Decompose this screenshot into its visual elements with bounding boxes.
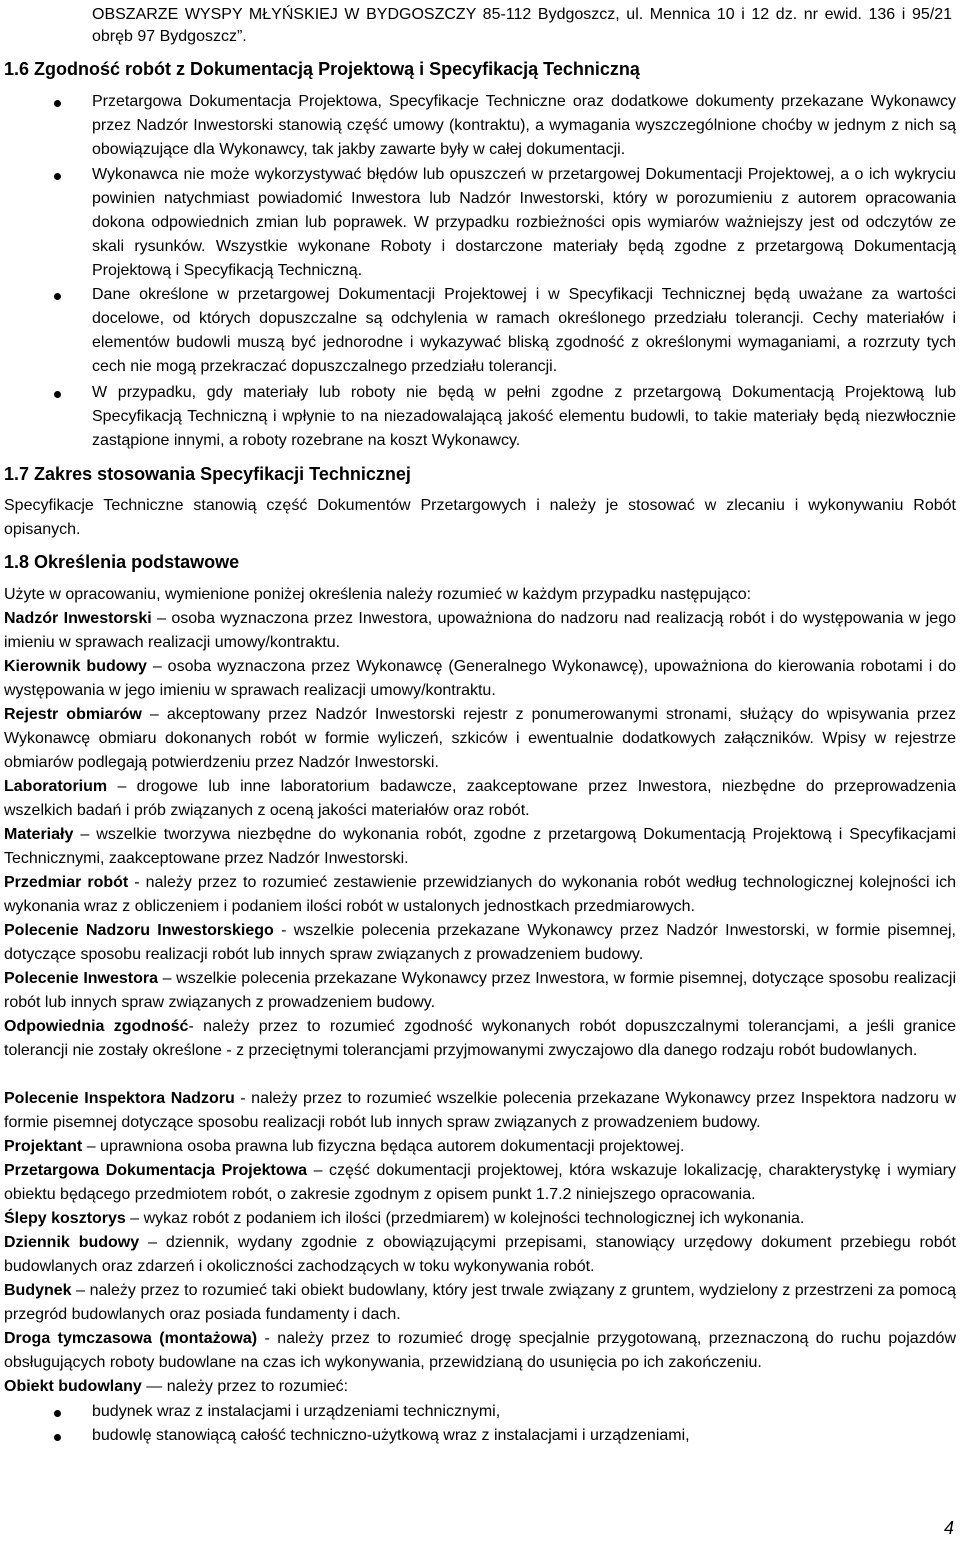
- section-title: Zgodność robót z Dokumentacją Projektową i Specyfikacją Techniczną: [34, 59, 640, 79]
- definition-text: - należy przez to rozumieć zgodność wykonanych robót dopuszczalnymi tolerancjami, a jeśli granice tolerancji nie zostały określone - z przeciętnymi tolerancjami przyjmowanymi zwyczajowo dla danego rodzaju robót budowlanych.: [4, 1018, 956, 1059]
- section-intro: Użyte w opracowaniu, wymienione poniżej określenia należy rozumieć w każdym przypadku następująco:: [4, 586, 752, 603]
- definition-term: Obiekt budowlany: [4, 1378, 142, 1395]
- definition-text: — należy przez to rozumieć:: [141, 1378, 349, 1395]
- definition-entry: [4, 775, 956, 823]
- bullet-icon: [54, 391, 61, 398]
- definition-term: Laboratorium: [4, 778, 108, 795]
- list-item: budynek wraz z instalacjami i urządzeniami technicznymi,: [92, 1403, 501, 1420]
- definition-entry: [4, 607, 956, 655]
- definition-entry: [4, 1279, 956, 1327]
- definition-text: – dziennik, wydany zgodnie z obowiązującymi przepisami, stanowiący urzędowy dokument przebiegu robót budowlanych oraz zdarzeń i okoliczności zachodzących w toku wykonywania robót.: [4, 1234, 957, 1275]
- definition-entry: [4, 919, 956, 967]
- definition-text: – wszelkie tworzywa niezbędne do wykonania robót, zgodne z przetargową Dokumentacją Projektową i Specyfikacjami Technicznymi, zaakceptowane przez Nadzór Inwestorski.: [4, 826, 956, 867]
- definition-entry: [4, 1015, 956, 1063]
- section-title: Określenia podstawowe: [34, 552, 240, 572]
- bullet-icon: [54, 1434, 61, 1441]
- page-number: 4: [943, 1518, 954, 1538]
- definition-term: Ślepy kosztorys: [4, 1210, 126, 1227]
- definition-entry: [4, 871, 956, 919]
- definition-term: Materiały: [4, 826, 74, 843]
- definition-text: - należy przez to rozumieć drogę specjalnie przygotowaną, przeznaczoną do ruchu pojazdów obsługujących roboty budowlane na czas ich wykonywania, przewidzianą do usunięcia po ich zakończeniu.: [4, 1330, 957, 1371]
- section-number: 1.8: [4, 552, 30, 572]
- definition-text: – osoba wyznaczona przez Inwestora, upoważniona do nadzoru nad realizacją robót i do występowania w jego imieniu w sprawach realizacji umowy/kontraktu.: [4, 610, 957, 651]
- definition-text: – akceptowany przez Nadzór Inwestorski rejestr z ponumerowanymi stronami, służący do wpisywania przez Wykonawcę obmiaru dokonanych robót w formie wyliczeń, szkiców i ewentualnie dodatkowych załączników. Wpisy w rejestrze obmiarów podlegają potwierdzeniu przez Nadzór Inwestorski.: [4, 706, 956, 771]
- definition-text: – drogowe lub inne laboratorium badawcze, zaakceptowane przez Inwestora, niezbędne do przeprowadzenia wszelkich badań i prób związanych z oceną jakości materiałów oraz robót.: [4, 778, 956, 819]
- bullet-item: Dane określone w przetargowej Dokumentacji Projektowej i w Specyfikacji Technicznej będą uważane za wartości docelowe, od których dopuszczalne są odchylenia w ramach określonego przedziału tolerancji. Cechy materiałów i elementów budowli muszą być jednorodne i wykazywać bliską zgodność z określonymi wymaganiami, a rozrzuty tych cech nie mogą przekraczać dopuszczalnego przedziału tolerancji.: [92, 286, 956, 375]
- definition-entry: [4, 1231, 956, 1279]
- definition-entry: [4, 1087, 956, 1135]
- bullet-item: Przetargowa Dokumentacja Projektowa, Specyfikacje Techniczne oraz dodatkowe dokumenty przekazane Wykonawcy przez Nadzór Inwestorski stanowią część umowy (kontraktu), a wymagania wyszczególnione choćby w jednym z nich są obowiązujące dla Wykonawcy, tak jakby zawarte były w całej dokumentacji.: [92, 93, 956, 158]
- definition-term: Odpowiednia zgodność: [4, 1018, 189, 1035]
- definition-text: – uprawniona osoba prawna lub fizyczna będąca autorem dokumentacji projektowej.: [82, 1138, 685, 1155]
- bullet-icon: [54, 173, 61, 180]
- definition-entry: [4, 655, 956, 703]
- bullet-icon: [54, 100, 61, 107]
- bullet-item: W przypadku, gdy materiały lub roboty nie będą w pełni zgodne z przetargową Dokumentacją Projektową lub Specyfikacją Techniczną i wpłynie to na niezadowalającą jakość elementu budowli, to takie materiały będą niezwłocznie zastąpione innymi, a roboty rozebrane na koszt Wykonawcy.: [92, 384, 956, 449]
- definition-entry: [4, 1159, 956, 1207]
- definition-entry: [4, 1135, 956, 1159]
- section-heading-1-8: [4, 550, 239, 574]
- definition-entry: [4, 1327, 956, 1375]
- definition-entry: [4, 823, 956, 871]
- definition-entry: [4, 703, 956, 775]
- definition-term: Budynek: [4, 1282, 72, 1299]
- section-number: 1.7: [4, 464, 30, 484]
- definition-term: Przetargowa Dokumentacja Projektowa: [4, 1162, 307, 1179]
- definition-entry: [4, 967, 956, 1015]
- list-item: budowlę stanowiącą całość techniczno-użytkową wraz z instalacjami i urządzeniami,: [92, 1427, 690, 1444]
- definition-term: Polecenie Nadzoru Inwestorskiego: [4, 922, 274, 939]
- definition-term: Polecenie Inwestora: [4, 970, 159, 987]
- definition-text: – część dokumentacji projektowej, która wskazuje lokalizację, charakterystykę i wymiary obiektu będącego przedmiotem robót, o zakresie zgodnym z opisem punkt 1.7.2 niniejszego opracowania.: [4, 1162, 956, 1203]
- definition-term: Przedmiar robót: [4, 874, 129, 891]
- definition-text: – osoba wyznaczona przez Wykonawcę (Generalnego Wykonawcę), upoważniona do kierowania robotami i do występowania w jego imieniu w sprawach realizacji umowy/kontraktu.: [4, 658, 957, 699]
- definition-entry: [4, 1207, 956, 1231]
- definition-entry: [4, 1375, 956, 1399]
- section-heading-1-6: [4, 57, 640, 81]
- definition-text: – należy przez to rozumieć taki obiekt budowlany, który jest trwale związany z gruntem, wydzielony z przestrzeni za pomocą przegród budowlanych oraz posiada fundamenty i dach.: [4, 1282, 956, 1323]
- section-number: 1.6: [4, 59, 30, 79]
- definition-term: Nadzór Inwestorski: [4, 610, 152, 627]
- definition-text: – wykaz robót z podaniem ich ilości (przedmiarem) w kolejności technologicznej ich wykonania.: [125, 1210, 805, 1227]
- bullet-icon: [54, 1410, 61, 1417]
- definition-term: Polecenie Inspektora Nadzoru: [4, 1090, 235, 1107]
- definition-text: - należy przez to rozumieć zestawienie przewidzianych do wykonania robót według technologicznej kolejności ich wykonania wraz z obliczeniem i podaniem ilości robót w ustalonych jednostkach przedmiarowych.: [4, 874, 957, 915]
- definition-term: Droga tymczasowa (montażowa): [4, 1330, 258, 1347]
- bullet-item: Wykonawca nie może wykorzystywać błędów lub opuszczeń w przetargowej Dokumentacji Projektowej, a o ich wykryciu powinien natychmiast powiadomić Inwestora lub Nadzór Inwestorski, który w porozumieniu z autorem opracowania dokona odpowiednich zmian lub poprawek. W przypadku rozbieżności opis wymiarów ważniejszy jest od odczytów ze skali rysunków. Wszystkie wykonane Roboty i dostarczone materiały będą zgodne z przetargową Dokumentacją Projektową i Specyfikacją Techniczną.: [92, 166, 956, 279]
- section-heading-1-7: [4, 462, 411, 486]
- definition-text: - wszelkie polecenia przekazane Wykonawcy przez Nadzór Inwestorski, w formie pisemnej, dotyczące sposobu realizacji robót lub innych spraw związanych z prowadzeniem budowy.: [4, 922, 956, 963]
- section-title: Zakres stosowania Specyfikacji Technicznej: [34, 464, 411, 484]
- definition-term: Dziennik budowy: [4, 1234, 140, 1251]
- section-paragraph: Specyfikacje Techniczne stanowią część Dokumentów Przetargowych i należy je stosować w zlecaniu i wykonywaniu Robót opisanych.: [4, 497, 956, 538]
- definition-term: Rejestr obmiarów: [4, 706, 142, 723]
- definition-text: - należy przez to rozumieć wszelkie polecenia przekazane Wykonawcy przez Inspektora nadzoru w formie pisemnej dotyczące sposobu realizacji robót lub innych spraw związanych z prowadzeniem budowy.: [4, 1090, 956, 1131]
- definition-text: – wszelkie polecenia przekazane Wykonawcy przez Inwestora, w formie pisemnej, dotyczące sposobu realizacji robót lub innych spraw związanych z prowadzeniem budowy.: [4, 970, 956, 1011]
- header-text: OBSZARZE WYSPY MŁYŃSKIEJ W BYDGOSZCZY 85-112 Bydgoszcz, ul. Mennica 10 i 12 dz. nr ewid. 136 i 95/21 obręb 97 Bydgoszcz”.: [92, 6, 952, 45]
- definition-term: Kierownik budowy: [4, 658, 147, 675]
- bullet-icon: [54, 293, 61, 300]
- definition-term: Projektant: [4, 1138, 83, 1155]
